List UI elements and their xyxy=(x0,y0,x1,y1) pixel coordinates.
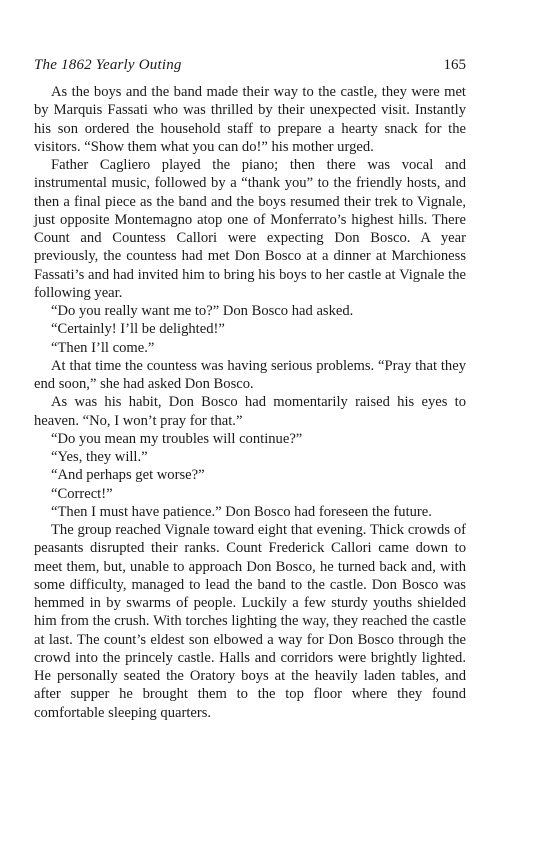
running-title: The 1862 Yearly Outing xyxy=(34,57,182,73)
dialogue-line: “Do you really want me to?” Don Bosco had asked. xyxy=(51,303,354,319)
dialogue-line: “Yes, they will.” xyxy=(51,449,148,465)
paragraph: As the boys and the band made their way to the castle, they were met by Marquis Fassati who was thrilled by their unexpected visit. Instantly his son ordered the household staff to prepare a hearty snack for the visitors. “Show them what you can do!” his mother urged. xyxy=(34,84,466,155)
dialogue-line: “Certainly! I’ll be delighted!” xyxy=(51,321,225,338)
dialogue-line: “Then I’ll come.” xyxy=(51,339,155,356)
dialogue-line: “Correct!” xyxy=(51,485,113,502)
paragraph: At that time the countess was having serious problems. “Pray that they end soon,” she had asked Don Bosco. xyxy=(34,357,466,392)
running-head xyxy=(34,57,466,79)
body-text xyxy=(34,83,466,722)
dialogue-line: “Do you mean my troubles will continue?” xyxy=(51,430,303,447)
paragraph: Father Cagliero played the piano; then there was vocal and instrumental music, followed by a “thank you” to the friendly hosts, and then a final piece as the band and the boys resumed their trek to Vignale, just opposite Montemagno atop one of Monferrato’s highest hills. There Count and Countess Callori were expecting Don Bosco. A year previously, the countess had met Don Bosco at a dinner at Marchioness Fassati’s and had invited him to bring his boys to her castle at Vignale the following year. xyxy=(34,157,466,301)
paragraph: “Then I must have patience.” Don Bosco had foreseen the future. xyxy=(51,503,432,520)
dialogue-line: “And perhaps get worse?” xyxy=(51,467,205,484)
page-number: 165 xyxy=(443,57,466,73)
paragraph: The group reached Vignale toward eight that evening. Thick crowds of peasants disrupted their ranks. Count Frederick Callori came down to meet them, but, unable to approach Don Bosco, he turned back and, with some difficulty, managed to lead the band to the castle. Don Bosco was hemmed in by swarms of people. Luckily a few sturdy youths shielded him from the crush. With torches lighting the way, they reached the castle at last. The count’s eldest son elbowed a way for Don Bosco through the crowd into the princely castle. Halls and corridors were brightly lighted. He personally seated the Oratory boys at the heavily laden tables, and after supper he brought them to the top floor where they found comfortable sleeping quarters. xyxy=(34,522,466,721)
paragraph: As was his habit, Don Bosco had momentarily raised his eyes to heaven. “No, I won’t pray for that.” xyxy=(34,394,466,429)
